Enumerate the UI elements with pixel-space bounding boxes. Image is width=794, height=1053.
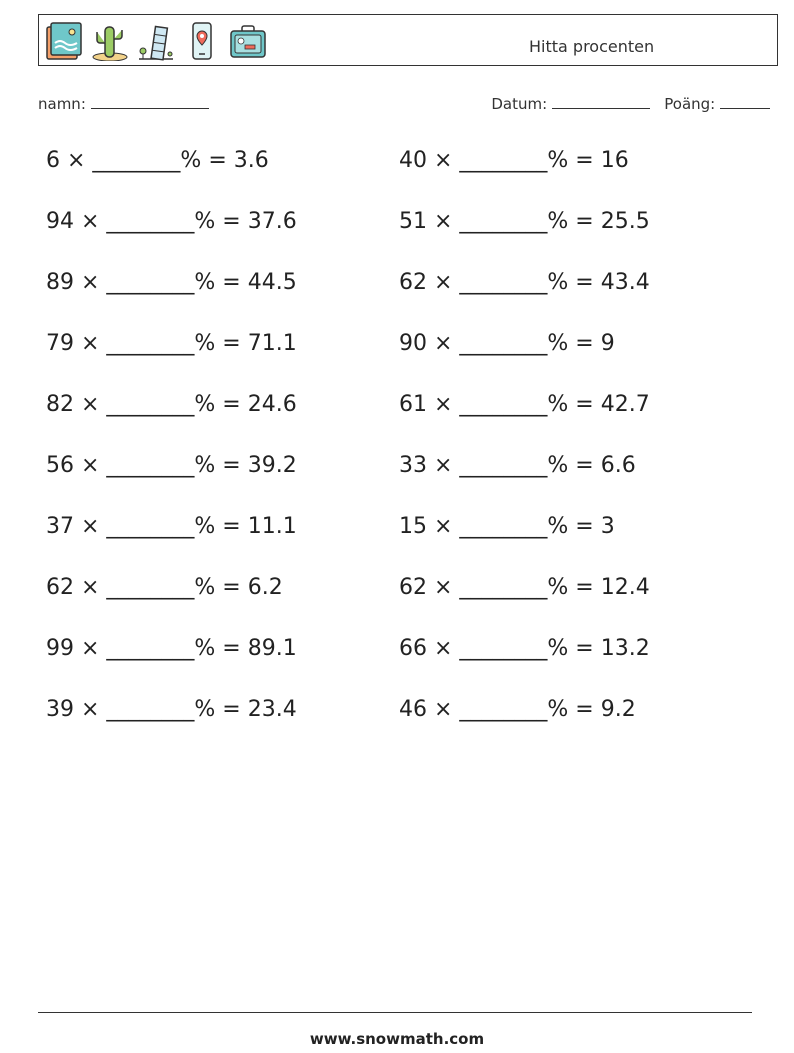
- problem-item: 62 × ________% = 6.2: [46, 575, 283, 600]
- problem-item: 66 × ________% = 13.2: [399, 636, 650, 661]
- problem-item: 6 × ________% = 3.6: [46, 148, 269, 173]
- problem-item: 94 × ________% = 37.6: [46, 209, 297, 234]
- problem-item: 33 × ________% = 6.6: [399, 453, 636, 478]
- problem-item: 89 × ________% = 44.5: [46, 270, 297, 295]
- date-score-fields: [491, 94, 770, 113]
- problem-item: 51 × ________% = 25.5: [399, 209, 650, 234]
- problem-item: 40 × ________% = 16: [399, 148, 629, 173]
- date-label: Datum:: [491, 95, 548, 113]
- problem-item: 37 × ________% = 11.1: [46, 514, 297, 539]
- name-field: [38, 94, 209, 113]
- problem-item: 99 × ________% = 89.1: [46, 636, 297, 661]
- problem-item: 39 × ________% = 23.4: [46, 697, 297, 722]
- problem-item: 46 × ________% = 9.2: [399, 697, 636, 722]
- footer-divider: [38, 1012, 752, 1013]
- cactus-icon: [91, 21, 129, 61]
- date-blank[interactable]: [552, 94, 650, 109]
- problem-item: 79 × ________% = 71.1: [46, 331, 297, 356]
- book-icon: [45, 21, 83, 61]
- footer-site: www.snowmath.com: [309, 1030, 485, 1048]
- name-blank[interactable]: [91, 94, 209, 109]
- problem-item: 62 × ________% = 43.4: [399, 270, 650, 295]
- worksheet-title: Hitta procenten: [529, 37, 655, 56]
- header-icons: [45, 21, 267, 61]
- problem-item: 56 × ________% = 39.2: [46, 453, 297, 478]
- worksheet-header: [38, 14, 778, 66]
- score-blank[interactable]: [720, 94, 770, 109]
- phone-location-icon: [183, 21, 221, 61]
- problem-item: 82 × ________% = 24.6: [46, 392, 297, 417]
- score-label: Poäng:: [664, 95, 716, 113]
- problem-item: 62 × ________% = 12.4: [399, 575, 650, 600]
- pisa-tower-icon: [137, 21, 175, 61]
- problem-item: 15 × ________% = 3: [399, 514, 615, 539]
- suitcase-icon: [229, 21, 267, 61]
- problem-item: 90 × ________% = 9: [399, 331, 615, 356]
- problem-item: 61 × ________% = 42.7: [399, 392, 650, 417]
- name-label: namn:: [38, 95, 86, 113]
